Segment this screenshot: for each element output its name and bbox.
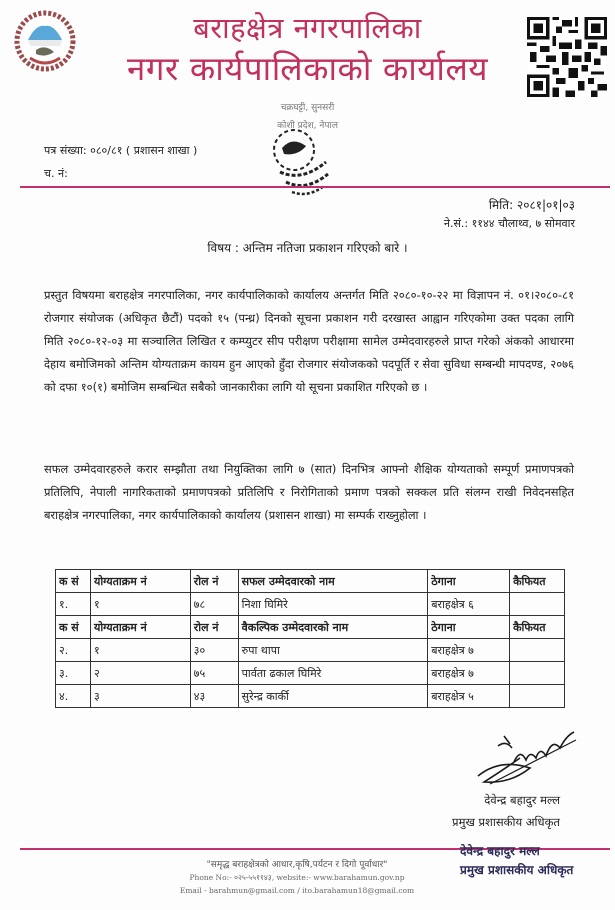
address-cell: बराहक्षेत्र ७ [428,662,510,685]
roll-cell: ७८ [190,593,238,616]
address-line-1: चक्रघट्टी, सुनसरी [280,103,335,113]
header-cell: कैफियत [510,616,565,639]
nepal-sambat-date: ने.सं.: ११४४ चौलाथ्व, ७ सोमवार [443,217,575,230]
alternate-header-row [56,616,565,639]
office-title: नगर कार्यपालिकाको कार्यालय [127,49,488,88]
header-cell: रोल नं [190,570,238,593]
footer-email: Email - barahmun@gmail.com / ito.barahamun18@gmail.com [179,886,415,895]
remarks-cell [510,662,565,685]
serial-cell: १. [56,593,91,616]
header-cell: ठेगाना [428,616,510,639]
roll-cell: ७५ [190,662,238,685]
name-stamp: देवेन्द्र बहादुर मल्ल [460,844,540,858]
office-stamp-icon [262,122,342,200]
footer-motto: "समृद्ध बराहक्षेत्रको आधार,कृषि,पर्यटन र दिगो पूर्वाधार" [206,860,388,870]
table-row [56,593,565,616]
signatory-name: देवेन्द्र बहादुर मल्ल [484,793,560,807]
header-cell: रोल नं [190,616,238,639]
serial-cell: २. [56,639,91,662]
signatory-title: प्रमुख प्रशासकीय अधिकृत [452,815,560,829]
qr-code-icon [527,17,607,97]
header-cell: ठेगाना [428,570,510,593]
address-cell: बराहक्षेत्र ७ [428,639,510,662]
footer-phone-website: Phone No:- ०२५-५५११४३, website:- www.barahamun.gov.np [189,873,405,882]
rank-cell: ३ [90,685,190,708]
letter-date: मिति: २०८१|०१|०३ [488,198,575,212]
table-row [56,685,565,708]
header-cell: क सं [56,616,91,639]
address-cell: बराहक्षेत्र ६ [428,593,510,616]
remarks-cell [510,593,565,616]
rank-cell: १ [90,593,190,616]
address-cell: बराहक्षेत्र ५ [428,685,510,708]
name-cell: रुपा थापा [238,639,428,662]
header-cell: वैकल्पिक उम्मेदवारको नाम [238,616,428,639]
results-table [55,569,565,708]
remarks-cell [510,685,565,708]
municipality-title: बराहक्षेत्र नगरपालिका [193,11,422,45]
body-paragraph-1: प्रस्तुत विषयमा बराहक्षेत्र नगरपालिका, नगर कार्यपालिकाको कार्यालय अन्तर्गत मिति २०८०-१०-२२ मा विज्ञापन नं. ०१।२०८०-८१ रोजगार संयोजक (अधिकृत छैटौं) पदको १५ (पन्ध्र) दिनको सूचना प्रकाशन गरी दरखास्त आह्वान गरिएकोमा उक्त पदका लागि मिति २०८०-१२-०३ मा सञ्चालित लिखित र कम्प्युटर सीप परीक्षण परीक्षामा सामेल उम्मेदवारहरुले प्राप्त गरेको अंकको आधारमा देहाय बमोजिमको अन्तिम योग्यताक्रम कायम हुन आएको हुँदा रोजगार संयोजकको पदपूर्ति र सेवा सुविधा सम्बन्धी मापदण्ड, २०७६ को दफा १०(१) बमोजिम सम्बन्धित सबैको जानकारीका लागि यो सूचना प्रकाशित गरिएको छ । [44,288,574,394]
dispatch-number: च. नं: [44,167,68,180]
table-row [56,639,565,662]
serial-cell: ३. [56,662,91,685]
rank-cell: १ [90,639,190,662]
header-divider [20,186,610,188]
address-line-2: कोशी प्रदेश, नेपाल [277,121,338,131]
header-cell: योग्यताक्रम नं [90,570,190,593]
rank-cell: २ [90,662,190,685]
serial-cell: ४. [56,685,91,708]
body-paragraph-2: सफल उम्मेदवारहरुले करार सम्झौता तथा नियुक्तिका लागि ७ (सात) दिनभित्र आफ्नो शैक्षिक योग्यताको सम्पूर्ण प्रमाणपत्रको प्रतिलिपि, नेपाली नागरिकताको प्रमाणपत्रको प्रतिलिपि र निरोगिताको प्रमाण पत्रको सक्कल प्रति संलग्न राखी निवेदनसहित बराहक्षेत्र नगरपालिका, नगर कार्यपालिकाको कार्यालय (प्रशासन शाखा) मा सम्पर्क राख्नुहोला । [44,462,574,522]
title-stamp: प्रमुख प्रशासकीय अधिकृत [460,863,574,877]
header-cell: क सं [56,570,91,593]
handwritten-signature-icon [470,728,580,790]
roll-cell: ४३ [190,685,238,708]
name-cell: निशा घिमिरे [238,593,428,616]
letter-subject: विषय : अन्तिम नतिजा प्रकाशन गरिएको बारे । [207,241,408,255]
roll-cell: ३० [190,639,238,662]
letter-number: पत्र संख्या: ०८०/८१ ( प्रशासन शाखा ) [44,144,198,157]
name-cell: पार्वता ढकाल घिमिरे [238,662,428,685]
table-row [56,662,565,685]
header-cell: कैफियत [510,570,565,593]
remarks-cell [510,639,565,662]
header-cell: योग्यताक्रम नं [90,616,190,639]
name-cell: सुरेन्द्र कार्की [238,685,428,708]
successful-header-row [56,570,565,593]
header-cell: सफल उम्मेदवारको नाम [238,570,428,593]
